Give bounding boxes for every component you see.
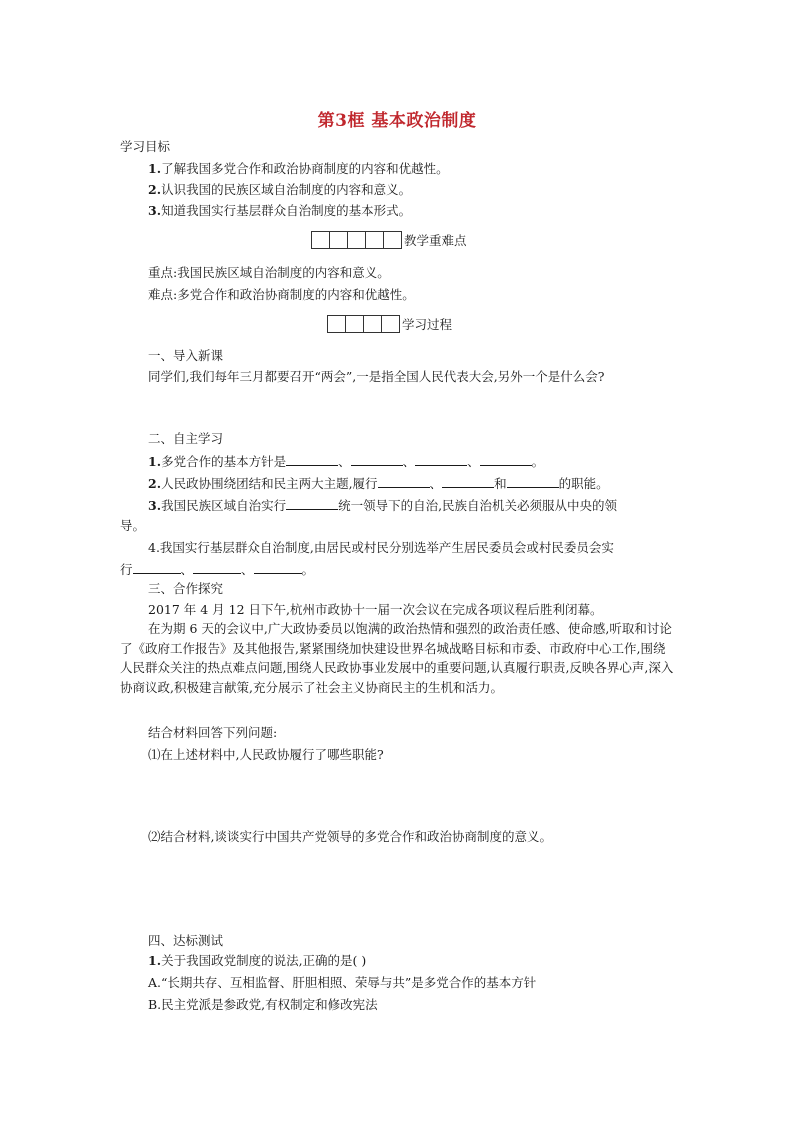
process-label: 学习过程 xyxy=(402,317,453,332)
answer-blank[interactable] xyxy=(378,474,430,488)
cooperation-q2: ⑵结合材料,谈谈实行中国共产党领导的多党合作和政治协商制度的意义。 xyxy=(148,829,552,844)
answer-blank[interactable] xyxy=(286,496,338,510)
objectives-heading: 学习目标 xyxy=(120,139,171,154)
self-study-q4-cont: 行 、 、 。 xyxy=(120,562,315,577)
answer-blank[interactable] xyxy=(133,560,181,574)
answer-blank[interactable] xyxy=(480,452,532,466)
answer-blank[interactable] xyxy=(507,474,559,488)
objective-item-2: 2.认识我国的民族区域自治制度的内容和意义。 xyxy=(148,182,412,197)
answer-blank[interactable] xyxy=(415,452,467,466)
test-q1-option-b: B.民主党派是参政党,有权制定和修改宪法 xyxy=(148,997,378,1012)
objective-item-1: 1.了解我国多党合作和政治协商制度的内容和优越性。 xyxy=(148,161,449,176)
self-study-q2: 2.人民政协围绕团结和民主两大主题,履行 、 和 的职能。 xyxy=(148,476,609,491)
test-q1: 1.关于我国政党制度的说法,正确的是( ) xyxy=(148,953,367,968)
answer-blank[interactable] xyxy=(254,560,302,574)
answer-blank[interactable] xyxy=(351,452,403,466)
answer-blank[interactable] xyxy=(286,452,338,466)
self-study-q3-cont: 导。 xyxy=(120,518,146,533)
cooperation-para-2: 在为期 6 天的会议中,广大政协委员以饱满的政治热情和强烈的政治责任感、使命感,听取和讨论了《政府工作报告》及其他报告,紧紧围绕加快建设世界名城战略目标和市委、市政府中心工作,围绕人民群众关注的热点难点问题,围绕人民政协事业发展中的重要问题,认真履行职责,反映各界心声,深入协商议政,积极建言献策,充分展示了社会主义协商民主的生机和活力。 xyxy=(120,621,674,695)
intro-heading: 一、导入新课 xyxy=(148,348,224,363)
cooperation-para-1: 2017 年 4 月 12 日下午,杭州市政协十一届一次会议在完成各项议程后胜利闭幕。 xyxy=(148,602,603,617)
test-q1-option-a: A.“长期共存、互相监督、肝胆相照、荣辱与共”是多党合作的基本方针 xyxy=(148,975,537,990)
intro-text: 同学们,我们每年三月都要召开“两会”,一是指全国人民代表大会,另外一个是什么会? xyxy=(148,369,605,384)
cooperation-prompt: 结合材料回答下列问题: xyxy=(148,725,278,740)
banner-boxes xyxy=(327,315,400,333)
objective-item-3: 3.知道我国实行基层群众自治制度的基本形式。 xyxy=(148,203,412,218)
key-points-banner xyxy=(311,231,467,249)
page-title: 第3框 基本政治制度 xyxy=(317,111,477,131)
self-study-q4: 4.我国实行基层群众自治制度,由居民或村民分别选举产生居民委员会或村民委员会实 xyxy=(148,540,614,555)
process-banner xyxy=(327,315,452,333)
test-heading: 四、达标测试 xyxy=(148,933,224,948)
self-study-q1: 1.多党合作的基本方针是 、 、 、 。 xyxy=(148,454,545,469)
answer-blank[interactable] xyxy=(442,474,494,488)
difficulty-text: 难点:多党合作和政治协商制度的内容和优越性。 xyxy=(148,287,415,302)
self-study-q3: 3.我国民族区域自治实行 统一领导下的自治,民族自治机关必须服从中央的领 xyxy=(148,498,618,513)
banner-boxes xyxy=(311,231,402,249)
key-points-label: 教学重难点 xyxy=(404,233,467,248)
cooperation-q1: ⑴在上述材料中,人民政协履行了哪些职能? xyxy=(148,747,384,762)
focus-text: 重点:我国民族区域自治制度的内容和意义。 xyxy=(148,265,390,280)
cooperation-heading: 三、合作探究 xyxy=(148,581,224,596)
self-study-heading: 二、自主学习 xyxy=(148,431,224,446)
answer-blank[interactable] xyxy=(193,560,241,574)
